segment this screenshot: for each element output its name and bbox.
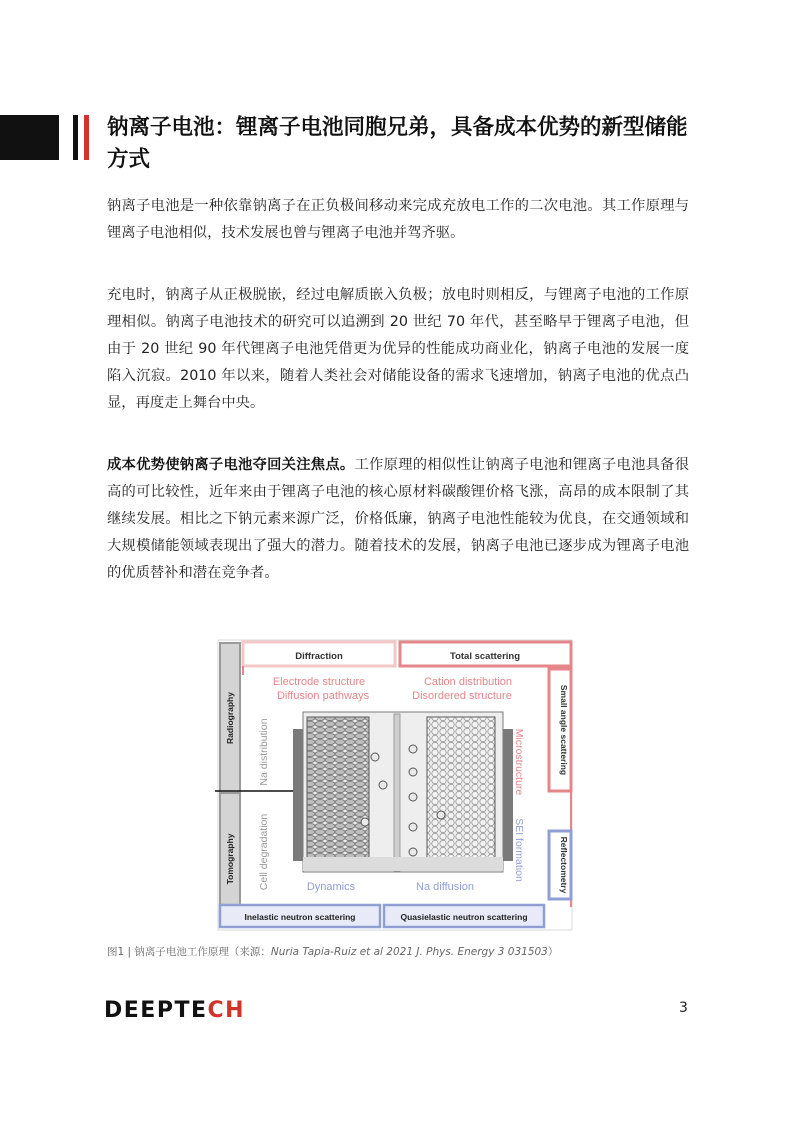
- diffraction-label: Diffraction: [295, 651, 343, 662]
- section-title: 钠离子电池：锂离子电池同胞兄弟，具备成本优势的新型储能方式: [107, 115, 688, 172]
- small-angle-label: Small angle scattering: [559, 684, 569, 776]
- decorative-red-bar: [84, 115, 89, 160]
- battery-diagram-figure: [215, 637, 575, 933]
- inelastic-label: Inelastic neutron scattering: [244, 912, 356, 922]
- paragraph-mechanism: 充电时，钠离子从正极脱嵌，经过电解质嵌入负极；放电时则相反，与锂离子电池的工作原理相似。钠离子电池技术的研究可以追溯到 20 世纪 70 年代，甚至略早于锂离子电池，但由于 20 世纪 90 年代锂离子电池凭借更为优异的性能成功商业化，钠离子电池的发展一度陷入沉寂。2010 年以来，随着人类社会对储能设备的需求飞速增加，钠离子电池的优点凸显，再度走上舞台中央。: [107, 287, 689, 411]
- na-distribution-label: Na distribution: [258, 718, 270, 786]
- page-number: 3: [679, 1000, 688, 1016]
- decorative-black-block: [0, 115, 59, 160]
- deeptech-logo: [104, 998, 245, 1023]
- tomography-label: Tomography: [225, 833, 235, 885]
- quasielastic-label: Quasielastic neutron scattering: [400, 912, 528, 922]
- logo-tail: CH: [207, 998, 246, 1023]
- decorative-black-bar: [73, 115, 78, 160]
- paragraph-cost-advantage: [107, 452, 689, 587]
- paragraph-lead-bold: 成本优势使钠离子电池夺回关注焦点。: [107, 457, 355, 473]
- caption-end: ）: [547, 946, 559, 958]
- caption-label: 图1 | 钠离子电池工作原理（来源：: [107, 946, 271, 958]
- electrode-structure-label: Electrode structure: [272, 676, 366, 688]
- paragraph-intro: 钠离子电池是一种依靠钠离子在正负极间移动来完成充放电工作的二次电池。其工作原理与锂离子电池相似，技术发展也曾与锂离子电池并驾齐驱。: [107, 198, 689, 241]
- paragraph-rest: 工作原理的相似性让钠离子电池和锂离子电池具备很高的可比较性，近年来由于锂离子电池的核心原材料碳酸锂价格飞涨，高昂的成本限制了其继续发展。相比之下钠元素来源广泛，价格低廉，钠离子电池性能较为优良，在交通领域和大规模储能领域表现出了强大的潜力。随着技术的发展，钠离子电池已逐步成为锂离子电池的优质替补和潜在竞争者。: [107, 457, 690, 581]
- dynamics-label: Dynamics: [306, 881, 356, 893]
- diffusion-pathways-label: Diffusion pathways: [276, 690, 370, 702]
- sei-formation-label: SEI formation: [513, 818, 525, 882]
- total-scattering-label: Total scattering: [449, 651, 521, 662]
- figure-caption: [107, 944, 707, 959]
- radiography-label: Radiography: [225, 692, 235, 744]
- caption-source: Nuria Tapia-Ruiz et al 2021 J. Phys. Energy 3 031503: [270, 946, 548, 958]
- na-diffusion-label: Na diffusion: [416, 881, 474, 893]
- cation-distribution-label: Cation distribution: [423, 676, 513, 688]
- microstructure-label: Microstructure: [513, 728, 525, 796]
- disordered-structure-label: Disordered structure: [412, 690, 512, 702]
- reflectometry-label: Reflectometry: [559, 836, 569, 894]
- cell-degradation-label: Cell degradation: [258, 813, 270, 891]
- logo-main: DEEPTE: [104, 998, 208, 1023]
